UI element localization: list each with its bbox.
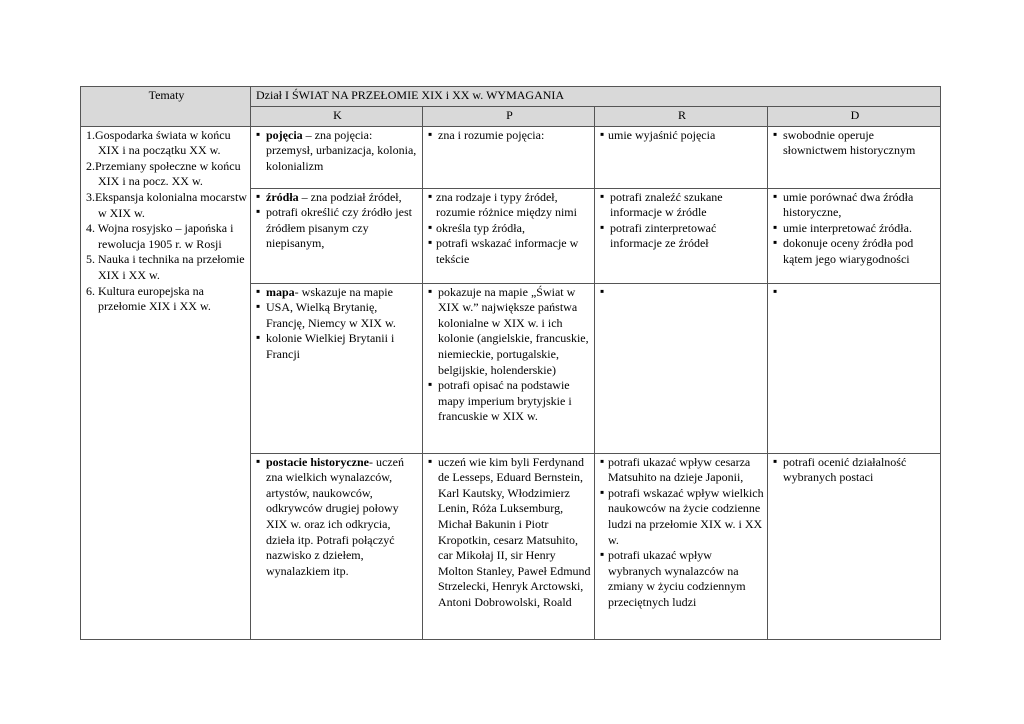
topic-item: 5. Nauka i technika na przełomie XIX i XX w.: [86, 252, 245, 282]
cell-d-figures: [768, 453, 941, 639]
list-item: ▪ umie porównać dwa źródła historyczne,: [773, 190, 937, 221]
topics-cell: [81, 126, 251, 639]
list-item: ▪ swobodnie operuje słownictwem historycznym: [773, 128, 937, 159]
item-text: - uczeń zna wielkich wynalazców, artystów, naukowców, odkrywców drugiej połowy XIX w. oraz ich odkrycia, dzieła itp. Potrafi połączyć nazwisko z dziełem, wynalazkiem itp.: [266, 454, 404, 578]
cell-k-figures: [251, 453, 423, 639]
topic-item: 4. Wojna rosyjsko – japońska i rewolucja 1905 r. w Rosji: [86, 221, 234, 251]
topic-item: 6. Kultura europejska na przełomie XIX i XX w.: [86, 283, 211, 314]
cell-k-concepts: [251, 126, 423, 188]
cell-r-map: [595, 283, 768, 453]
topics-list: [86, 128, 247, 315]
list-item: ▪ umie interpretować źródła.: [773, 221, 937, 237]
list-item: ▪ dokonuje oceny źródła pod kątem jego wiarygodności: [773, 236, 937, 267]
topic-item: 1.Gospodarka świata w końcu XIX i na początku XX w.: [86, 127, 231, 158]
cell-p-figures: [423, 453, 595, 639]
requirements-table: [80, 86, 941, 640]
list-item: ▪ określa typ źródła,: [428, 221, 591, 237]
list-item: ▪ zna rodzaje i typy źródeł, rozumie różnice między nimi: [428, 190, 591, 221]
topic-item: 2.Przemiany społeczne w końcu XIX i na pocz. XX w.: [86, 158, 241, 189]
list-item: [256, 128, 419, 175]
cell-p-map: [423, 283, 595, 453]
list-item: ▪ potrafi opisać na podstawie mapy imperium brytyjskie i francuskie w XIX w.: [428, 378, 591, 425]
item-text: – zna pojęcia: przemysł, urbanizacja, kolonia, kolonializm: [266, 127, 417, 173]
cell-p-concepts: [423, 126, 595, 188]
cell-d-sources: [768, 188, 941, 283]
category-label: źródła: [266, 189, 299, 204]
category-label: mapa: [266, 284, 295, 299]
list-item: ▪ potrafi znaleźć szukane informacje w źródle: [600, 190, 764, 221]
list-item: ▪ uczeń wie kim byli Ferdynand de Lesseps, Eduard Bernstein, Karl Kautsky, Włodzimierz Lenin, Róża Luksemburg, Michał Bakunin i Piotr Kropotkin, cesarz Matsuhito, car Mikołaj II, sir Henry Molton Stanley, Paweł Edmund Strzelecki, Henryk Arctowski, Antoni Dobrowolski, Roald: [428, 455, 591, 611]
column-header-r: R: [595, 107, 768, 127]
column-header-k: K: [251, 107, 423, 127]
list-item: ▪ USA, Wielką Brytanię, Francję, Niemcy w XIX w.: [256, 300, 419, 331]
list-item: [256, 285, 419, 301]
list-item: ▪ potrafi wskazać wpływ wielkich naukowców na życie codzienne ludzi na przełomie XIX w. i XX w.: [600, 486, 764, 548]
section-title: Dział I ŚWIAT NA PRZEŁOMIE XIX i XX w. WYMAGANIA: [251, 87, 941, 107]
category-label: pojęcia: [266, 127, 303, 142]
category-label: postacie historyczne: [266, 454, 369, 469]
list-item: ▪ potrafi określić czy źródło jest źródłem pisanym czy niepisanym,: [256, 205, 419, 252]
list-item: ▪ kolonie Wielkiej Brytanii i Francji: [256, 331, 419, 362]
list-item: [256, 190, 419, 206]
list-item: ▪ pokazuje na mapie „Świat w XIX w.” największe państwa kolonialne w XIX w. i ich kolonie (angielskie, francuskie, niemieckie, portugalskie, belgijskie, holenderskie): [428, 285, 591, 379]
cell-r-figures: [595, 453, 768, 639]
item-text: - wskazuje na mapie: [294, 284, 393, 299]
column-header-d: D: [768, 107, 941, 127]
list-item: ▪ potrafi wskazać informacje w tekście: [428, 236, 591, 267]
cell-r-sources: [595, 188, 768, 283]
cell-r-concepts: [595, 126, 768, 188]
cell-p-sources: [423, 188, 595, 283]
list-item: ▪ zna i rozumie pojęcia:: [428, 128, 591, 144]
cell-d-concepts: [768, 126, 941, 188]
list-item: ▪ potrafi ocenić działalność wybranych postaci: [773, 455, 937, 486]
topics-header: Tematy: [81, 87, 251, 127]
cell-k-map: [251, 283, 423, 453]
column-header-p: P: [423, 107, 595, 127]
list-item: ▪ potrafi zinterpretować informacje ze źródeł: [600, 221, 764, 252]
cell-k-sources: [251, 188, 423, 283]
list-item: ▪ potrafi ukazać wpływ wybranych wynalazców na zmiany w życiu codziennym przeciętnych ludzi: [600, 548, 764, 610]
list-item: ▪ umie wyjaśnić pojęcia: [600, 128, 764, 144]
item-text: – zna podział źródeł,: [298, 189, 402, 204]
cell-d-map: [768, 283, 941, 453]
list-item: ▪ potrafi ukazać wpływ cesarza Matsuhito na dzieje Japonii,: [600, 455, 764, 486]
list-item: [256, 455, 419, 580]
topic-item: 3.Ekspansja kolonialna mocarstw w XIX w.: [86, 189, 247, 220]
